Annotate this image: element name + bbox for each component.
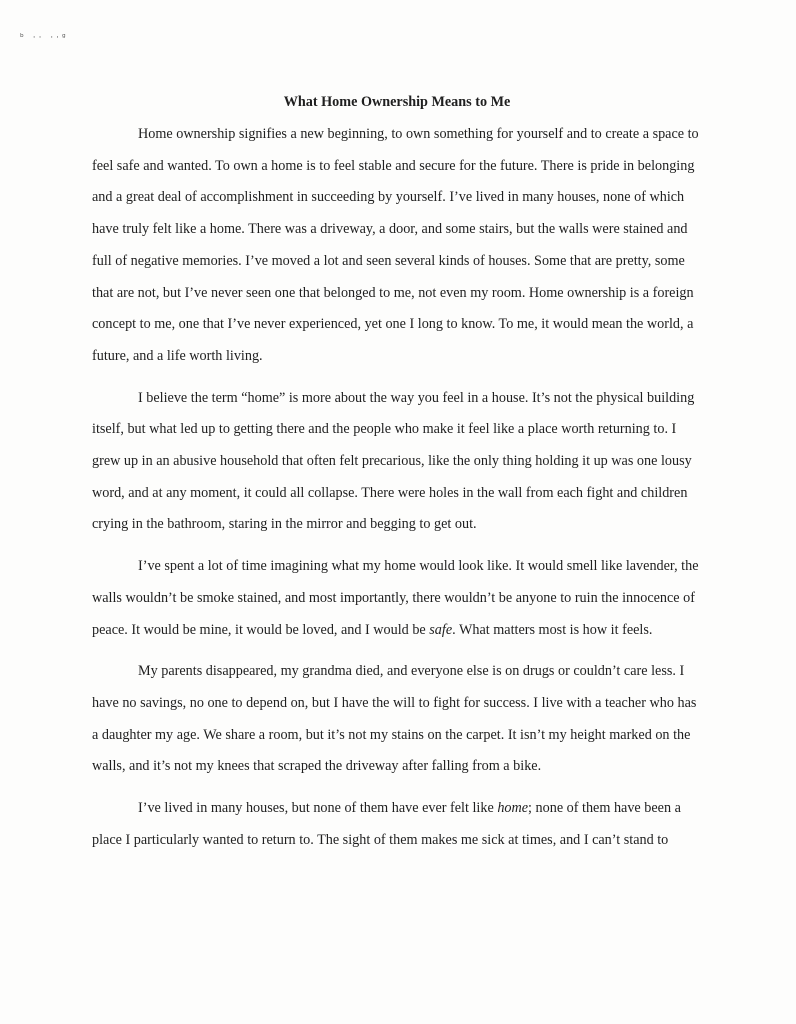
emphasized-text: home [497,800,529,817]
essay-paragraph [92,793,702,856]
emphasized-text: safe [429,621,453,638]
essay-paragraph [92,551,702,646]
essay-body [92,90,702,866]
paragraph-text: My parents disappeared, my grandma died, and everyone else is on drugs or couldn’t care less. I have no savings, no one to depend on, but I have the will to fight for success. I live with a teacher who has a daughter my age. We share a room, but it’s not my stains on the carpet. It isn’t my height marked on the walls, and it’s not my knees that scraped the driveway after falling from a bike. [92,663,697,775]
scan-artifact-marks: ᵇ ·· ··ᵍ [20,33,69,43]
paragraph-text: . What matters most is how it feels. [452,621,653,638]
essay-paragraph [92,656,702,783]
paragraph-text: I’ve spent a lot of time imagining what my home would look like. It would smell like lavender, the walls wouldn’t be smoke stained, and most importantly, there wouldn’t be anyone to ruin the innocence of peace. It would be mine, it would be loved, and I would be [92,558,699,638]
essay-paragraph [92,119,702,373]
paragraph-text: ; none of them have been a place I particularly wanted to return to. The sight of them makes me sick at times, and I can’t stand to [92,800,681,848]
essay-title: What Home Ownership Means to Me [283,94,511,110]
essay-paragraph [92,383,702,542]
essay-paragraphs [92,119,702,856]
paragraph-text: Home ownership signifies a new beginning, to own something for yourself and to create a space to feel safe and wanted. To own a home is to feel stable and secure for the future. There is pride in belonging and a great deal of accomplishment in succeeding by yourself. I’ve lived in many houses, none of which have truly felt like a home. There was a driveway, a door, and some stairs, but the walls were stained and full of negative memories. I’ve moved a lot and seen several kinds of houses. Some that are pretty, some that are not, but I’ve never seen one that belonged to me, not even my room. Home ownership is a foreign concept to me, one that I’ve never experienced, yet one I long to know. To me, it would mean the world, a future, and a life worth living. [92,126,699,364]
paragraph-text: I believe the term “home” is more about the way you feel in a house. It’s not the physical building itself, but what led up to getting there and the people who make it feel like a place worth returning to. I grew up in an abusive household that often felt precarious, like the only thing holding it up was one lousy word, and at any moment, it could all collapse. There were holes in the wall from each fight and children crying in the bathroom, staring in the mirror and begging to get out. [92,389,695,533]
paragraph-text: I’ve lived in many houses, but none of them have ever felt like [138,800,498,817]
